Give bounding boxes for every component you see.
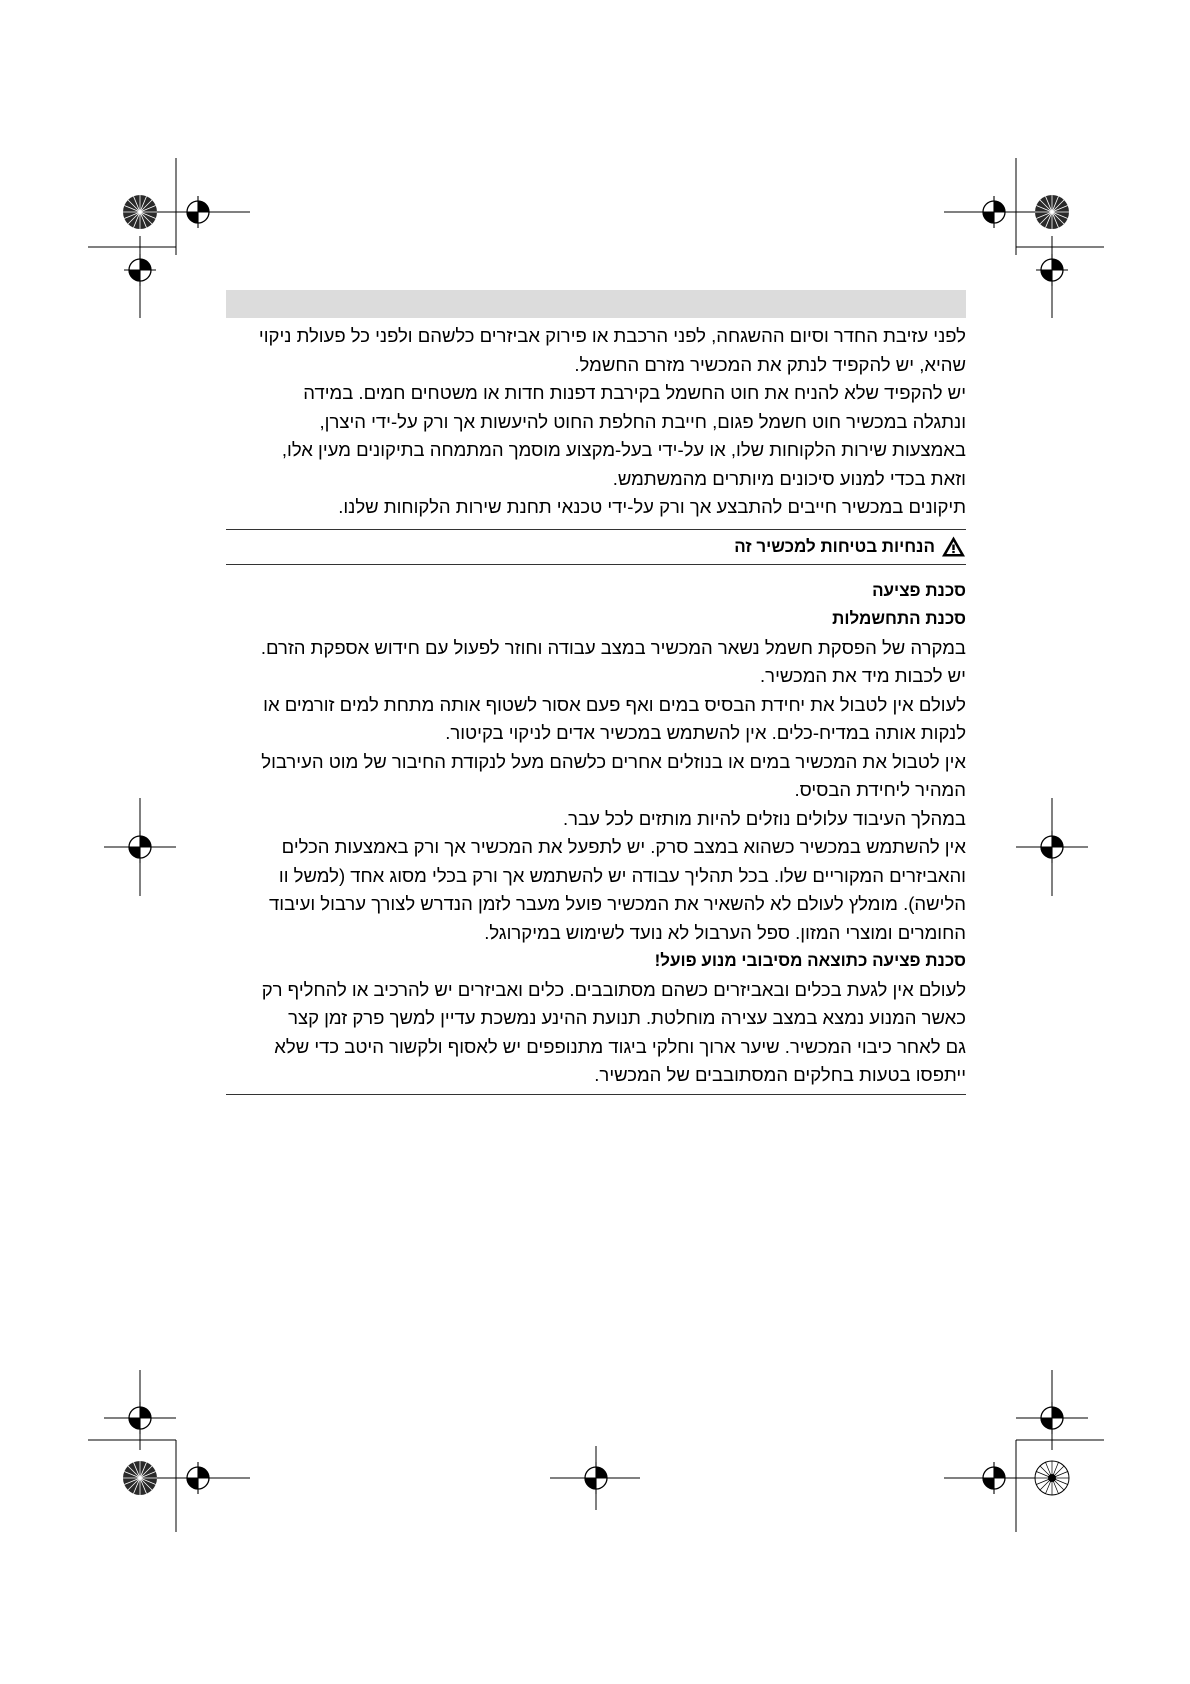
divider <box>226 1094 966 1095</box>
paragraph-liquids: אין לטבול את המכשיר במים או בנוזלים אחרים כלשהם מעל לנקודת החיבור של מוט העירבול המהיר ליחידת הבסיס. <box>261 750 966 800</box>
paragraph-power-outage: במקרה של הפסקת חשמל נשאר המכשיר במצב עבודה וחוזר לפעול עם חידוש אספקת הזרם. יש לכבות מיד את המכשיר. <box>260 636 966 686</box>
warning-triangle-icon <box>941 535 966 558</box>
paragraph-empty-operation: אין להשתמש במכשיר כשהוא במצב סרק. יש לתפעל את המכשיר אך ורק באמצעות הכלים והאביזרים המקוריים שלו. בכל תהליך עבודה יש להשתמש אך ורק בכלי מסוג אחד (למשל וו הלישה). מומלץ לעולם לא להשאיר את המכשיר פועל מעבר לזמן הנדרש לצורך ערבול ועיבוד החומרים ומוצרי המזון. ספל הערבול לא נועד לשימוש במיקרוגל. <box>269 836 966 943</box>
paragraph-splashing: במהלך העיבוד עלולים נוזלים להיות מותזים לכל עבר. <box>562 807 966 829</box>
divider <box>226 529 966 530</box>
paragraph-power-cord: יש להקפיד שלא להניח את חוט החשמל בקירבת דפנות חדות או משטחים חמים. במידה ונתגלה במכשיר חוט חשמל פגום, חייבת החלפת החוט להיעשות אך ורק על-ידי היצרן, באמצעות שירות הלקוחות שלו, או על-ידי בעל-מקצוע מוסמך המתמחה בתיקונים מעין אלו, וזאת בכדי למנוע סיכונים מיותרים מהמשתמש. <box>281 382 966 489</box>
section-header-bar <box>226 290 966 318</box>
document-content <box>226 290 966 1095</box>
heading-rotating-motor: סכנת פציעה כתוצאה מסיבובי מנוע פועל! <box>654 951 966 970</box>
paragraph-disconnect: לפני עזיבת החדר וסיום ההשגחה, לפני הרכבת או פירוק אביזרים כלשהם ולפני כל פעולת ניקוי שהיא, יש להקפיד לנתק את המכשיר מזרם החשמל. <box>258 325 966 375</box>
heading-injury-danger: סכנת פציעה <box>872 580 966 600</box>
paragraph-rotating-parts: לעולם אין לגעת בכלים ובאביזרים כשהם מסתובבים. כלים ואביזרים יש להרכיב או להחליף רק כאשר המנוע נמצא במצב עצירה מוחלטת. תנועת ההינע נמשכת עדיין למשך פרק זמן קצר גם לאחר כיבוי המכשיר. שיער ארוך וחלקי ביגוד מתנופפים יש לאסוף ולקשור היטב כדי שלא ייתפסו בטעות בחלקים המסתובבים של המכשיר. <box>261 978 966 1085</box>
safety-section-title: הנחיות בטיחות למכשיר זה <box>226 533 966 561</box>
paragraph-repairs: תיקונים במכשיר חייבים להתבצע אך ורק על-ידי טכנאי תחנת שירות הלקוחות שלנו. <box>338 496 966 517</box>
heading-electric-shock: סכנת התחשמלות <box>832 609 966 628</box>
paragraph-water-immersion: לעולם אין לטבול את יחידת הבסיס במים ואף פעם אסור לשטוף אותה מתחת למים זורמים או לנקות אותה במדיח-כלים. אין להשתמש במכשיר אדים לניקוי בקיטור. <box>263 693 966 743</box>
